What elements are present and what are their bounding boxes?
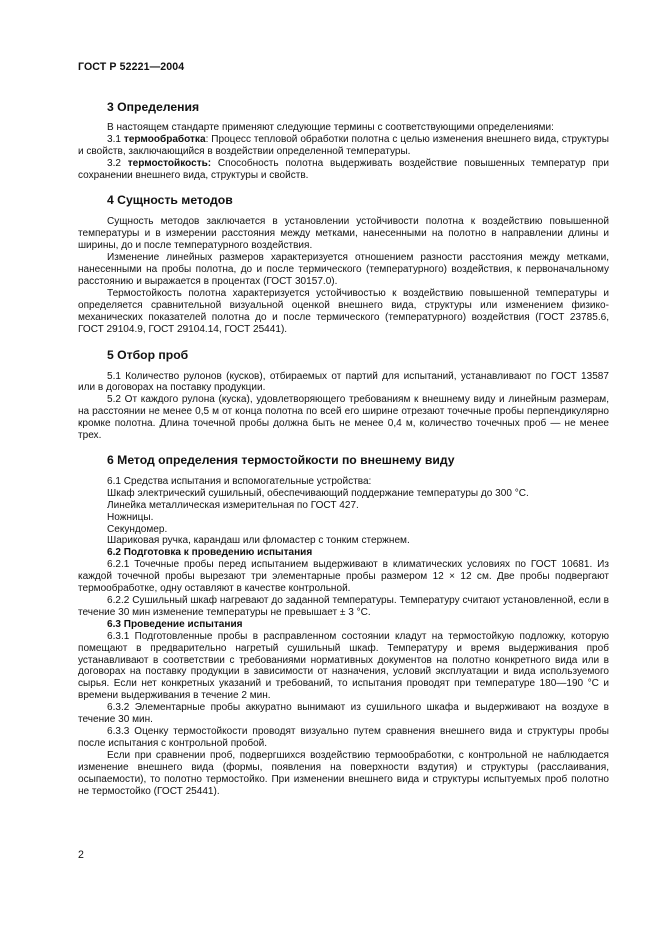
clause-6-3-2: 6.3.2 Элементарные пробы аккуратно вынимают из сушильного шкафа и выдерживают на воздухе в течение 30 мин. — [78, 702, 609, 726]
section-4-paragraph: Термостойкость полотна характеризуется устойчивостью к воздействию повышенной температуры и определяется сравнительной визуальной оценкой внешнего вида, структуры или изменением физико-механических показателей полотна до и после термического (температурного) воздействия (ГОСТ 23785.6, ГОСТ 29104.9, ГОСТ 29104.14, ГОСТ 25441). — [78, 287, 609, 335]
clause-6-2-1: 6.2.1 Точечные пробы перед испытанием выдерживают в климатических условиях по ГОСТ 10681. Из каждой точечной пробы вырезают три элементарные пробы размером 12 × 12 см. Две пробы подвергают термообработке, одну оставляют в качестве контрольной. — [78, 559, 609, 595]
section-3-heading: 3 Определения — [107, 99, 200, 114]
subsection-6-2-heading: 6.2 Подготовка к проведению испытания — [107, 547, 313, 559]
definition-text: : Процесс тепловой обработки полотна с целью изменения внешнего вида, структуры и свойств, заключающийся в воздействии определенной температуры. — [78, 133, 609, 157]
section-3-intro: В настоящем стандарте применяют следующие термины с соответствующими определениями: — [107, 121, 554, 133]
definition-3-1 — [78, 134, 609, 158]
section-4-paragraph: Изменение линейных размеров характеризуется отношением разности расстояния между метками, нанесенными на пробы полотна, до и после термического (температурного) воздействия, к первоначальному расстоянию и выражается в процентах (ГОСТ 30157.0). — [78, 252, 609, 287]
document-header: ГОСТ Р 52221—2004 — [78, 61, 185, 73]
clause-5-2: 5.2 От каждого рулона (куска), удовлетворяющего требованиям к внешнему виду и линейным размерам, на расстоянии не менее 0,5 м от конца полотна по всей его ширине отрезают точечные пробы перпендикулярно кромке полотна. Длина точечной пробы должна быть не менее 0,4 м, количество точечных проб — не менее трех. — [78, 394, 609, 442]
equipment-item: Шариковая ручка, карандаш или фломастер с тонким стержнем. — [107, 535, 410, 547]
equipment-item: Линейка металлическая измерительная по ГОСТ 427. — [107, 499, 359, 511]
definition-term: термообработка — [123, 133, 206, 145]
definition-3-2 — [78, 158, 609, 182]
definition-number: 3.1 — [107, 133, 124, 145]
section-4-heading: 4 Сущность методов — [107, 193, 233, 208]
section-4-paragraph: Сущность методов заключается в установлении устойчивости полотна к воздействию повышенной температуры и в измерении расстояния между метками, нанесенными на полотно в направлении длины и ширины, до и после температурного воздействия. — [78, 216, 609, 252]
clause-6-1: 6.1 Средства испытания и вспомогательные устройства: — [107, 475, 372, 487]
definition-term: термостойкость: — [127, 157, 212, 169]
clause-6-3-1: 6.3.1 Подготовленные пробы в расправленном состоянии кладут на термостойкую подложку, которую помещают в предварительно нагретый сушильный шкаф. Температуру и время выдерживания проб устанавливают в соответствии с требованиями нормативных документов на полотно конкретного вида или в договорах на поставку продукции в зависимости от назначения, условий эксплуатации и вида используемого сырья. Если нет конкретных указаний и требований, то испытания проводят при температуре 180—190 °С и времени выдерживания в течение 2 мин. — [78, 630, 609, 702]
definition-number: 3.2 — [107, 157, 128, 169]
clause-6-3-3: 6.3.3 Оценку термостойкости проводят визуально путем сравнения внешнего вида и структуры пробы после испытания с контрольной пробой. — [78, 725, 609, 749]
clause-5-1: 5.1 Количество рулонов (кусков), отбираемых от партий для испытаний, устанавливают по ГОСТ 13587 или в договорах на поставку продукции. — [78, 370, 609, 394]
equipment-item: Ножницы. — [107, 511, 154, 523]
page-number: 2 — [78, 849, 84, 861]
section-6-heading: 6 Метод определения термостойкости по внешнему виду — [107, 452, 455, 467]
subsection-6-3-heading: 6.3 Проведение испытания — [107, 618, 243, 630]
clause-6-2-2: 6.2.2 Сушильный шкаф нагревают до заданной температуры. Температуру считают установленной, если в течение 30 мин изменение температуры не превышает ± 3 °С. — [78, 595, 609, 618]
section-5-heading: 5 Отбор проб — [107, 347, 189, 362]
clause-6-3-3-continued: Если при сравнении проб, подвергшихся воздействию термообработки, с контрольной не наблюдается изменение внешнего вида (формы, появления на поверхности вздутия) и структуры (расслаивания, осыпаемости), то полотно термостойко. При изменении внешнего вида и структуры испытуемых проб полотно не термостойко (ГОСТ 25441). — [78, 749, 609, 797]
definition-text: Способность полотна выдерживать воздействие повышенных температур при сохранении внешнего вида, структуры и свойств. — [78, 157, 609, 181]
equipment-item: Секундомер. — [107, 523, 168, 535]
equipment-item: Шкаф электрический сушильный, обеспечивающий поддержание температуры до 300 °С. — [107, 487, 529, 499]
